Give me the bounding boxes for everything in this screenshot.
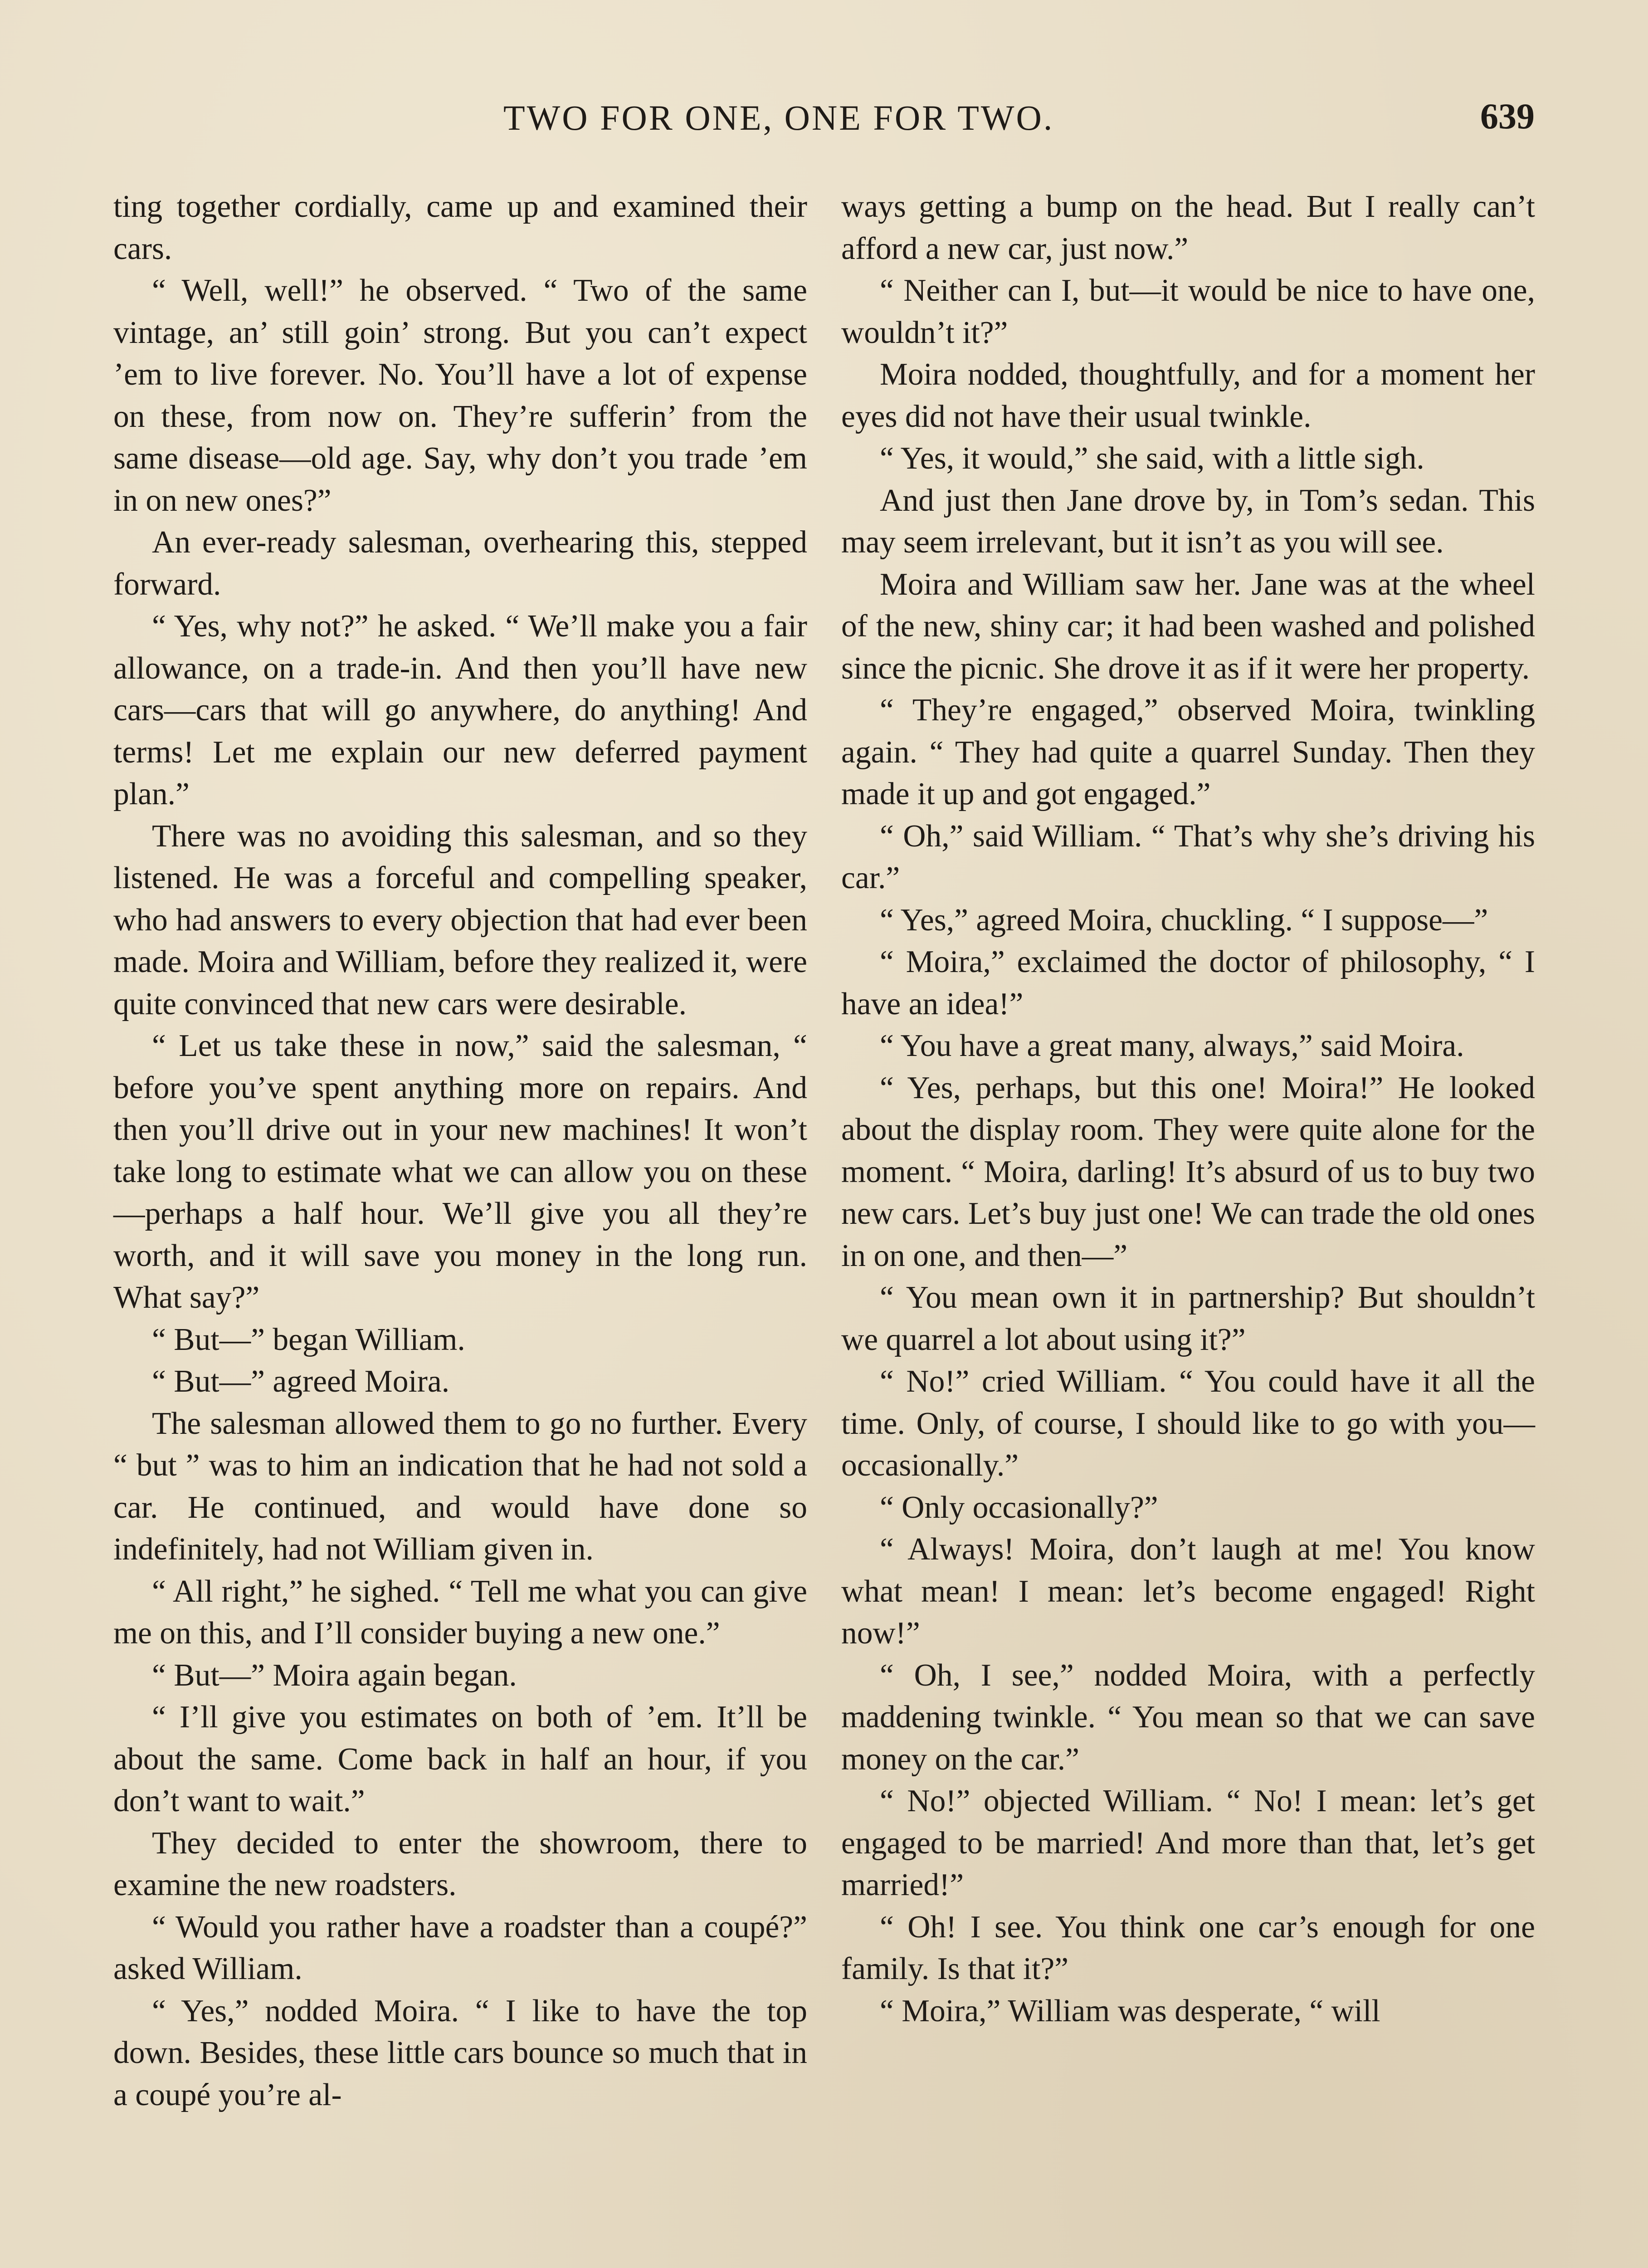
paragraph: “ Yes, it would,” she said, with a little sigh. bbox=[880, 441, 1424, 476]
paragraph: “ Yes,” nodded Moira. “ I like to have the top down. Besides, these little cars bounce so much that in a coupé you’re al- bbox=[113, 1993, 807, 2112]
paragraph: “ Oh, I see,” nodded Moira, with a perfectly maddening twinkle. “ You mean so that we can save money on the car.” bbox=[841, 1657, 1535, 1777]
paragraph: ting together cordially, came up and examined their cars. bbox=[113, 189, 807, 266]
paragraph: There was no avoiding this salesman, and so they listened. He was a forceful and compelling speaker, who had answers to every objection that had ever been made. Moira and William, before they realized it, were quite convinced that new cars were desirable. bbox=[113, 818, 807, 1022]
paragraph: “ But—” Moira again began. bbox=[152, 1657, 517, 1693]
paragraph: “ You have a great many, always,” said Moira. bbox=[880, 1028, 1464, 1063]
paragraph: “ But—” began William. bbox=[152, 1322, 465, 1357]
paragraph: “ But—” agreed Moira. bbox=[152, 1364, 450, 1399]
paragraph: “ Moira,” William was desperate, “ will bbox=[880, 1993, 1380, 2028]
paragraph: “ All right,” he sighed. “ Tell me what you can give me on this, and I’ll consider buying a new one.” bbox=[113, 1574, 807, 1651]
paragraph: And just then Jane drove by, in Tom’s sedan. This may seem irrelevant, but it isn’t as you will see. bbox=[841, 483, 1535, 560]
paragraph: “ You mean own it in partnership? But shouldn’t we quarrel a lot about using it?” bbox=[841, 1280, 1535, 1357]
running-head-title: TWO FOR ONE, ONE FOR TWO. bbox=[503, 98, 1054, 137]
paragraph: An ever-ready salesman, overhearing this, stepped forward. bbox=[113, 525, 807, 602]
paragraph: “ Yes, perhaps, but this one! Moira!” He looked about the display room. They were quite alone for the moment. “ Moira, darling! It’s absurd of us to buy two new cars. Let’s buy just one! We can trade the old ones in on one, and then—” bbox=[841, 1070, 1535, 1273]
paragraph: “ Only occasionally?” bbox=[880, 1490, 1158, 1525]
paragraph: “ Let us take these in now,” said the salesman, “ before you’ve spent anything more on repairs. And then you’ll drive out in your new machines! It won’t take long to estimate what we can allow you on these —perhaps a half hour. We’ll give you all they’re worth, and it will save you money in the long run. What say?” bbox=[113, 1028, 807, 1315]
paragraph: “ Yes, why not?” he asked. “ We’ll make you a fair allowance, on a trade-in. And then you’ll have new cars—cars that will go anywhere, do anything! And terms! Let me explain our new deferred payment plan.” bbox=[113, 609, 807, 811]
paragraph: ways getting a bump on the head. But I really can’t afford a new car, just now.” bbox=[841, 189, 1535, 266]
paragraph: “ Yes,” agreed Moira, chuckling. “ I suppose—” bbox=[880, 902, 1488, 938]
paragraph: “ Would you rather have a roadster than a coupé?” asked William. bbox=[113, 1909, 807, 1986]
paragraph: “ Oh,” said William. “ That’s why she’s driving his car.” bbox=[841, 818, 1535, 895]
paragraph: “ They’re engaged,” observed Moira, twinkling again. “ They had quite a quarrel Sunday. Then they made it up and got engaged.” bbox=[841, 693, 1535, 811]
paragraph: “ Neither can I, but—it would be nice to have one, wouldn’t it?” bbox=[841, 273, 1535, 350]
left-text-column bbox=[113, 186, 807, 2116]
paragraph: “ No!” objected William. “ No! I mean: let’s get engaged to be married! And more than that, let’s get married!” bbox=[841, 1784, 1535, 1902]
paragraph: “ Moira,” exclaimed the doctor of philosophy, “ I have an idea!” bbox=[841, 944, 1535, 1022]
paragraph: “ I’ll give you estimates on both of ’em. It’ll be about the same. Come back in half an hour, if you don’t want to wait.” bbox=[113, 1700, 807, 1818]
paragraph: The salesman allowed them to go no further. Every “ but ” was to him an indication that he had not sold a car. He continued, and would have done so indefinitely, had not William given in. bbox=[113, 1406, 807, 1567]
right-text-column bbox=[841, 186, 1535, 2032]
page-number: 639 bbox=[1480, 97, 1535, 137]
paragraph: “ Always! Moira, don’t laugh at me! You know what mean! I mean: let’s become engaged! Right now!” bbox=[841, 1532, 1535, 1651]
paragraph: “ Oh! I see. You think one car’s enough for one family. Is that it?” bbox=[841, 1909, 1535, 1986]
paragraph: Moira and William saw her. Jane was at the wheel of the new, shiny car; it had been washed and polished since the picnic. She drove it as if it were her property. bbox=[841, 567, 1535, 686]
paragraph: “ Well, well!” he observed. “ Two of the same vintage, an’ still goin’ strong. But you can’t expect ’em to live forever. No. You’ll have a lot of expense on these, from now on. They’re sufferin’ from the same disease—old age. Say, why don’t you trade ’em in on new ones?” bbox=[113, 273, 807, 518]
paragraph: Moira nodded, thoughtfully, and for a moment her eyes did not have their usual twinkle. bbox=[841, 357, 1535, 434]
paragraph: “ No!” cried William. “ You could have it all the time. Only, of course, I should like to go with you—occasionally.” bbox=[841, 1364, 1535, 1483]
paragraph: They decided to enter the showroom, there to examine the new roadsters. bbox=[113, 1825, 807, 1902]
